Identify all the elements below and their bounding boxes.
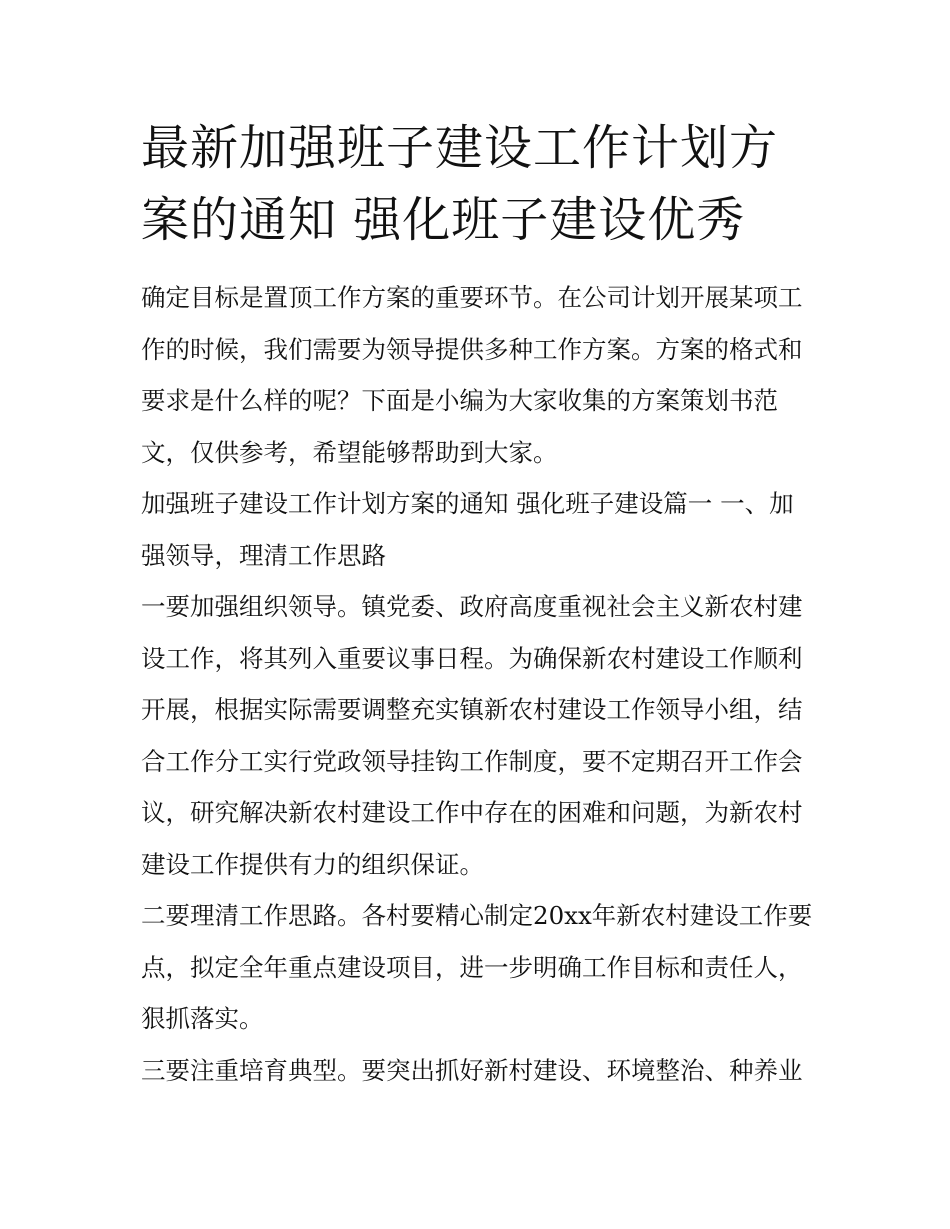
document-page [141, 112, 813, 1096]
document-title: 最新加强班子建设工作计划方案的通知 强化班子建设优秀 [141, 120, 779, 248]
body-paragraph-cultivate-models: 三要注重培育典型。要突出抓好新村建设、环境整治、种养业 [141, 1055, 803, 1085]
body-paragraph-organization: 一要加强组织领导。镇党委、政府高度重视社会主义新农村建设工作，将其列入重要议事日程。为确保新农村建设工作顺利开展，根据实际需要调整充实镇新农村建设工作领导小组，结合工作分工实行党政领导挂钩工作制度，要不定期召开工作会议，研究解决新农村建设工作中存在的困难和问题，为新农村建设工作提供有力的组织保证。 [141, 592, 803, 879]
intro-paragraph: 确定目标是置顶工作方案的重要环节。在公司计划开展某项工作的时候，我们需要为领导提供多种工作方案。方案的格式和要求是什么样的呢？下面是小编为大家收集的方案策划书范文，仅供参考，希望能够帮助到大家。 [141, 283, 803, 467]
body-paragraph-work-approach: 二要理清工作思路。各村要精心制定20xx年新农村建设工作要点，拟定全年重点建设项目，进一步明确工作目标和责任人，狠抓落实。 [141, 901, 813, 1033]
section-heading-paragraph: 加强班子建设工作计划方案的通知 强化班子建设篇一 一、加强领导，理清工作思路 [141, 489, 794, 570]
